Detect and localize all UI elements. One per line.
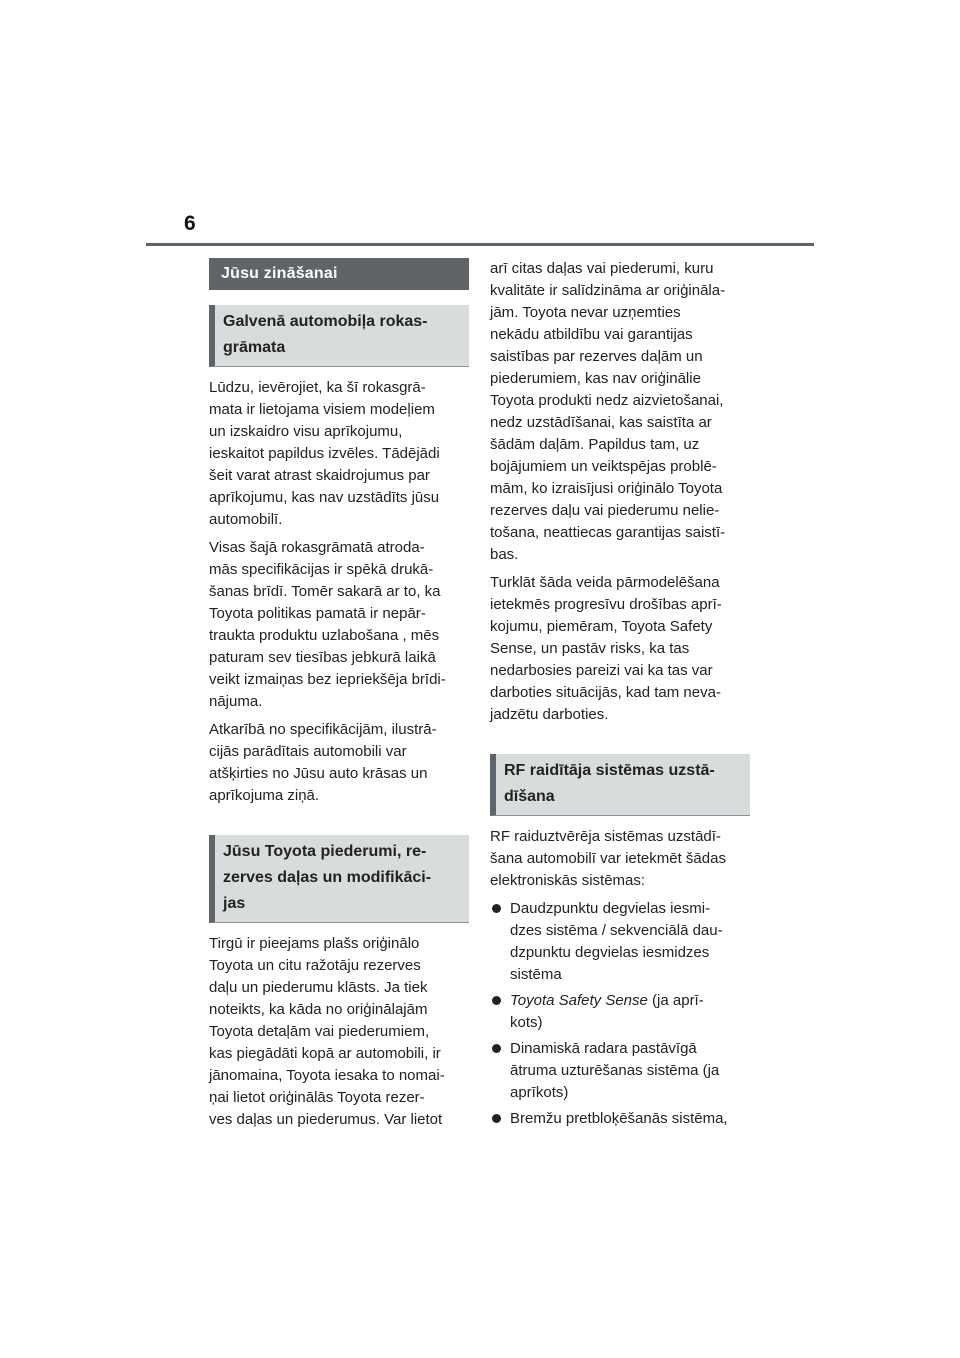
paragraph: Tirgū ir pieejams plašs oriģinālo Toyota un citu ražotāju rezerves daļu un piederumu klāsts. Ja tiek noteikts, ka kāda no oriģinālajām Toyota detaļām vai piederumiem, kas piegādāti kopā ar automobili, ir jānomaina, Toyota iesaka to nomai- ņai lietot oriģinālās Toyota rezer- ves daļas un piederumus. Var lietot bbox=[209, 935, 445, 1128]
bullet-icon bbox=[492, 1114, 501, 1123]
italic-term: Toyota Safety Sense bbox=[510, 992, 648, 1009]
left-column bbox=[209, 258, 469, 1137]
paragraph: arī citas daļas vai piederumi, kuru kvalitāte ir salīdzināma ar oriģināla- jām. Toyota nevar uzņemties nekādu atbildību vai garantijas saistības par rezerves daļām un piederumiem, kas nav oriģinālie Toyota produkti nedz aizvietošanai, nedz uzstādīšanai, kas saistīta ar šādām daļām. Papildus tam, uz bojājumiem un veiktspējas problē- mām, ko izraisījusi oriģinālo Toyota rezerves daļu vai piederumu nelie- tošana, neattiecas garantijas saistī- bas. bbox=[490, 260, 726, 563]
list-item: Daudzpunktu degvielas iesmi- dzes sistēma / sekvenciālā dau- dzpunktu degvielas iesmidzes sistēma bbox=[490, 898, 750, 986]
subsection-heading-rf-transmitter: RF raidītāja sistēmas uzstā- dīšana bbox=[490, 754, 750, 816]
subsection-heading-accessories: Jūsu Toyota piederumi, re- zerves daļas un modifikāci- jas bbox=[209, 835, 469, 923]
header-rule bbox=[146, 243, 814, 246]
paragraph: Turklāt šāda veida pārmodelēšana ietekmēs progresīvu drošības aprī- kojumu, piemēram, Toyota Safety Sense, un pastāv risks, ka tas nedarbosies pareizi vai ka tas var darboties situācijās, kad tam neva- jadzētu darboties. bbox=[490, 574, 722, 723]
bullet-icon bbox=[492, 904, 501, 913]
right-column bbox=[490, 258, 750, 1134]
paragraph: Atkarībā no specifikācijām, ilustrā- cijās parādītais automobili var atšķirties no Jūsu auto krāsas un aprīkojuma ziņā. bbox=[209, 721, 437, 804]
paragraph: Lūdzu, ievērojiet, ka šī rokasgrā- mata ir lietojama visiem modeļiem un izskaidro visu aprīkojumu, ieskaitot papildus izvēles. Tādējādi šeit varat atrast skaidrojumus par aprīkojumu, kas nav uzstādīts jūsu automobilī. bbox=[209, 379, 440, 528]
bullet-icon bbox=[492, 996, 501, 1005]
page-number: 6 bbox=[184, 212, 196, 235]
list-item: Toyota Safety Sense (ja aprī- kots) bbox=[490, 990, 750, 1034]
list-item: Dinamiskā radara pastāvīgā ātruma uzturēšanas sistēma (ja aprīkots) bbox=[490, 1038, 750, 1104]
paragraph: Visas šajā rokasgrāmatā atroda- mās specifikācijas ir spēkā drukā- šanas brīdī. Tomēr sakarā ar to, ka Toyota politikas pamatā ir nepār- traukta produktu uzlabošana , mēs paturam sev tiesības jebkurā laikā veikt izmaiņas bez iepriekšēja brīdi- nājuma. bbox=[209, 539, 446, 710]
bullet-icon bbox=[492, 1044, 501, 1053]
paragraph-intro: RF raiduztvērēja sistēmas uzstādī- šana automobilī var ietekmēt šādas elektroniskās sistēmas: bbox=[490, 828, 726, 889]
subsection-heading-owners-manual: Galvenā automobiļa rokas- grāmata bbox=[209, 305, 469, 367]
section-title-bar: Jūsu zināšanai bbox=[209, 258, 469, 290]
list-item: Bremžu pretbloķēšanās sistēma, bbox=[490, 1108, 750, 1130]
bullet-list bbox=[490, 898, 750, 1130]
